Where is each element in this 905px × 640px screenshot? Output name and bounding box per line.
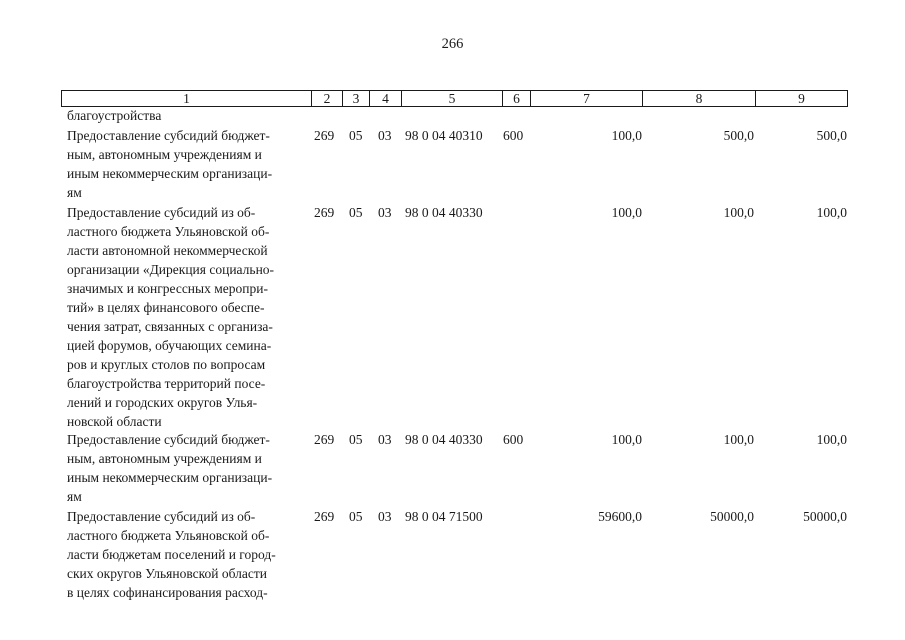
description-line: ских округов Ульяновской области xyxy=(67,566,267,581)
target-article-code: 98 0 04 40330 xyxy=(405,205,483,220)
description-line: ров и круглых столов по вопросам xyxy=(67,357,266,372)
subsection-code: 03 xyxy=(378,509,392,524)
row-description xyxy=(67,203,304,431)
amount-col-8: 100,0 xyxy=(723,205,754,220)
subsection-code: 03 xyxy=(378,432,392,447)
section-code: 05 xyxy=(349,509,363,524)
description-line: значимых и конгрессных меропри- xyxy=(67,281,268,296)
row-description xyxy=(67,126,304,202)
amount-col-7: 100,0 xyxy=(611,128,642,143)
description-line: чения затрат, связанных с организа- xyxy=(67,319,273,334)
description-line: ластного бюджета Ульяновской об- xyxy=(67,224,270,239)
header-col-6: 6 xyxy=(513,91,520,106)
amount-col-9: 100,0 xyxy=(816,205,847,220)
row-description xyxy=(67,507,304,602)
description-line: ям xyxy=(67,489,82,504)
description-line: тий» в целях финансового обеспе- xyxy=(67,300,265,315)
header-col-9: 9 xyxy=(798,91,805,106)
expense-type-code: 600 xyxy=(503,128,524,143)
expense-type-code: 600 xyxy=(503,432,524,447)
section-code: 05 xyxy=(349,128,363,143)
continuation-text: благоустройства xyxy=(67,108,162,123)
subsection-code: 03 xyxy=(378,128,392,143)
admin-code: 269 xyxy=(314,432,335,447)
description-line: цией форумов, обучающих семина- xyxy=(67,338,272,353)
header-col-8: 8 xyxy=(695,91,703,106)
description-line: лений и городских округов Улья- xyxy=(67,395,258,410)
admin-code: 269 xyxy=(314,205,335,220)
description-line: Предоставление субсидий из об- xyxy=(67,205,256,220)
description-line: иным некоммерческим организаци- xyxy=(67,470,273,485)
description-line: новской области xyxy=(67,414,162,429)
admin-code: 269 xyxy=(314,128,335,143)
admin-code: 269 xyxy=(314,509,335,524)
description-line: благоустройства территорий посе- xyxy=(67,376,266,391)
header-col-7: 7 xyxy=(583,91,590,106)
amount-col-8: 50000,0 xyxy=(710,509,754,524)
amount-col-9: 100,0 xyxy=(816,432,847,447)
description-line: ным, автономным учреждениям и xyxy=(67,147,262,162)
amount-col-7: 100,0 xyxy=(611,432,642,447)
amount-col-9: 500,0 xyxy=(816,128,847,143)
description-line: ным, автономным учреждениям и xyxy=(67,451,262,466)
description-line: Предоставление субсидий бюджет- xyxy=(67,432,270,447)
target-article-code: 98 0 04 40330 xyxy=(405,432,483,447)
amount-col-9: 50000,0 xyxy=(803,509,847,524)
section-code: 05 xyxy=(349,205,363,220)
table-header-row xyxy=(61,90,848,107)
header-col-2: 2 xyxy=(323,91,331,106)
page-number: 266 xyxy=(441,36,464,52)
description-line: Предоставление субсидий из об- xyxy=(67,509,256,524)
description-line: ласти автономной некоммерческой xyxy=(67,243,268,258)
header-col-4: 4 xyxy=(382,91,389,106)
amount-col-8: 100,0 xyxy=(723,432,754,447)
amount-col-8: 500,0 xyxy=(723,128,754,143)
description-line: ласти бюджетам поселений и город- xyxy=(67,547,276,562)
amount-col-7: 59600,0 xyxy=(598,509,642,524)
target-article-code: 98 0 04 71500 xyxy=(405,509,483,524)
description-line: организации «Дирекция социально- xyxy=(67,262,275,277)
header-col-1: 1 xyxy=(183,91,190,106)
header-col-3: 3 xyxy=(352,91,360,106)
subsection-code: 03 xyxy=(378,205,392,220)
row-description xyxy=(67,430,304,506)
target-article-code: 98 0 04 40310 xyxy=(405,128,483,143)
amount-col-7: 100,0 xyxy=(611,205,642,220)
description-line: Предоставление субсидий бюджет- xyxy=(67,128,270,143)
header-col-5: 5 xyxy=(448,91,456,106)
description-line: ям xyxy=(67,185,82,200)
description-line: иным некоммерческим организаци- xyxy=(67,166,273,181)
section-code: 05 xyxy=(349,432,363,447)
description-line: в целях софинансирования расход- xyxy=(67,585,268,600)
description-line: ластного бюджета Ульяновской об- xyxy=(67,528,270,543)
